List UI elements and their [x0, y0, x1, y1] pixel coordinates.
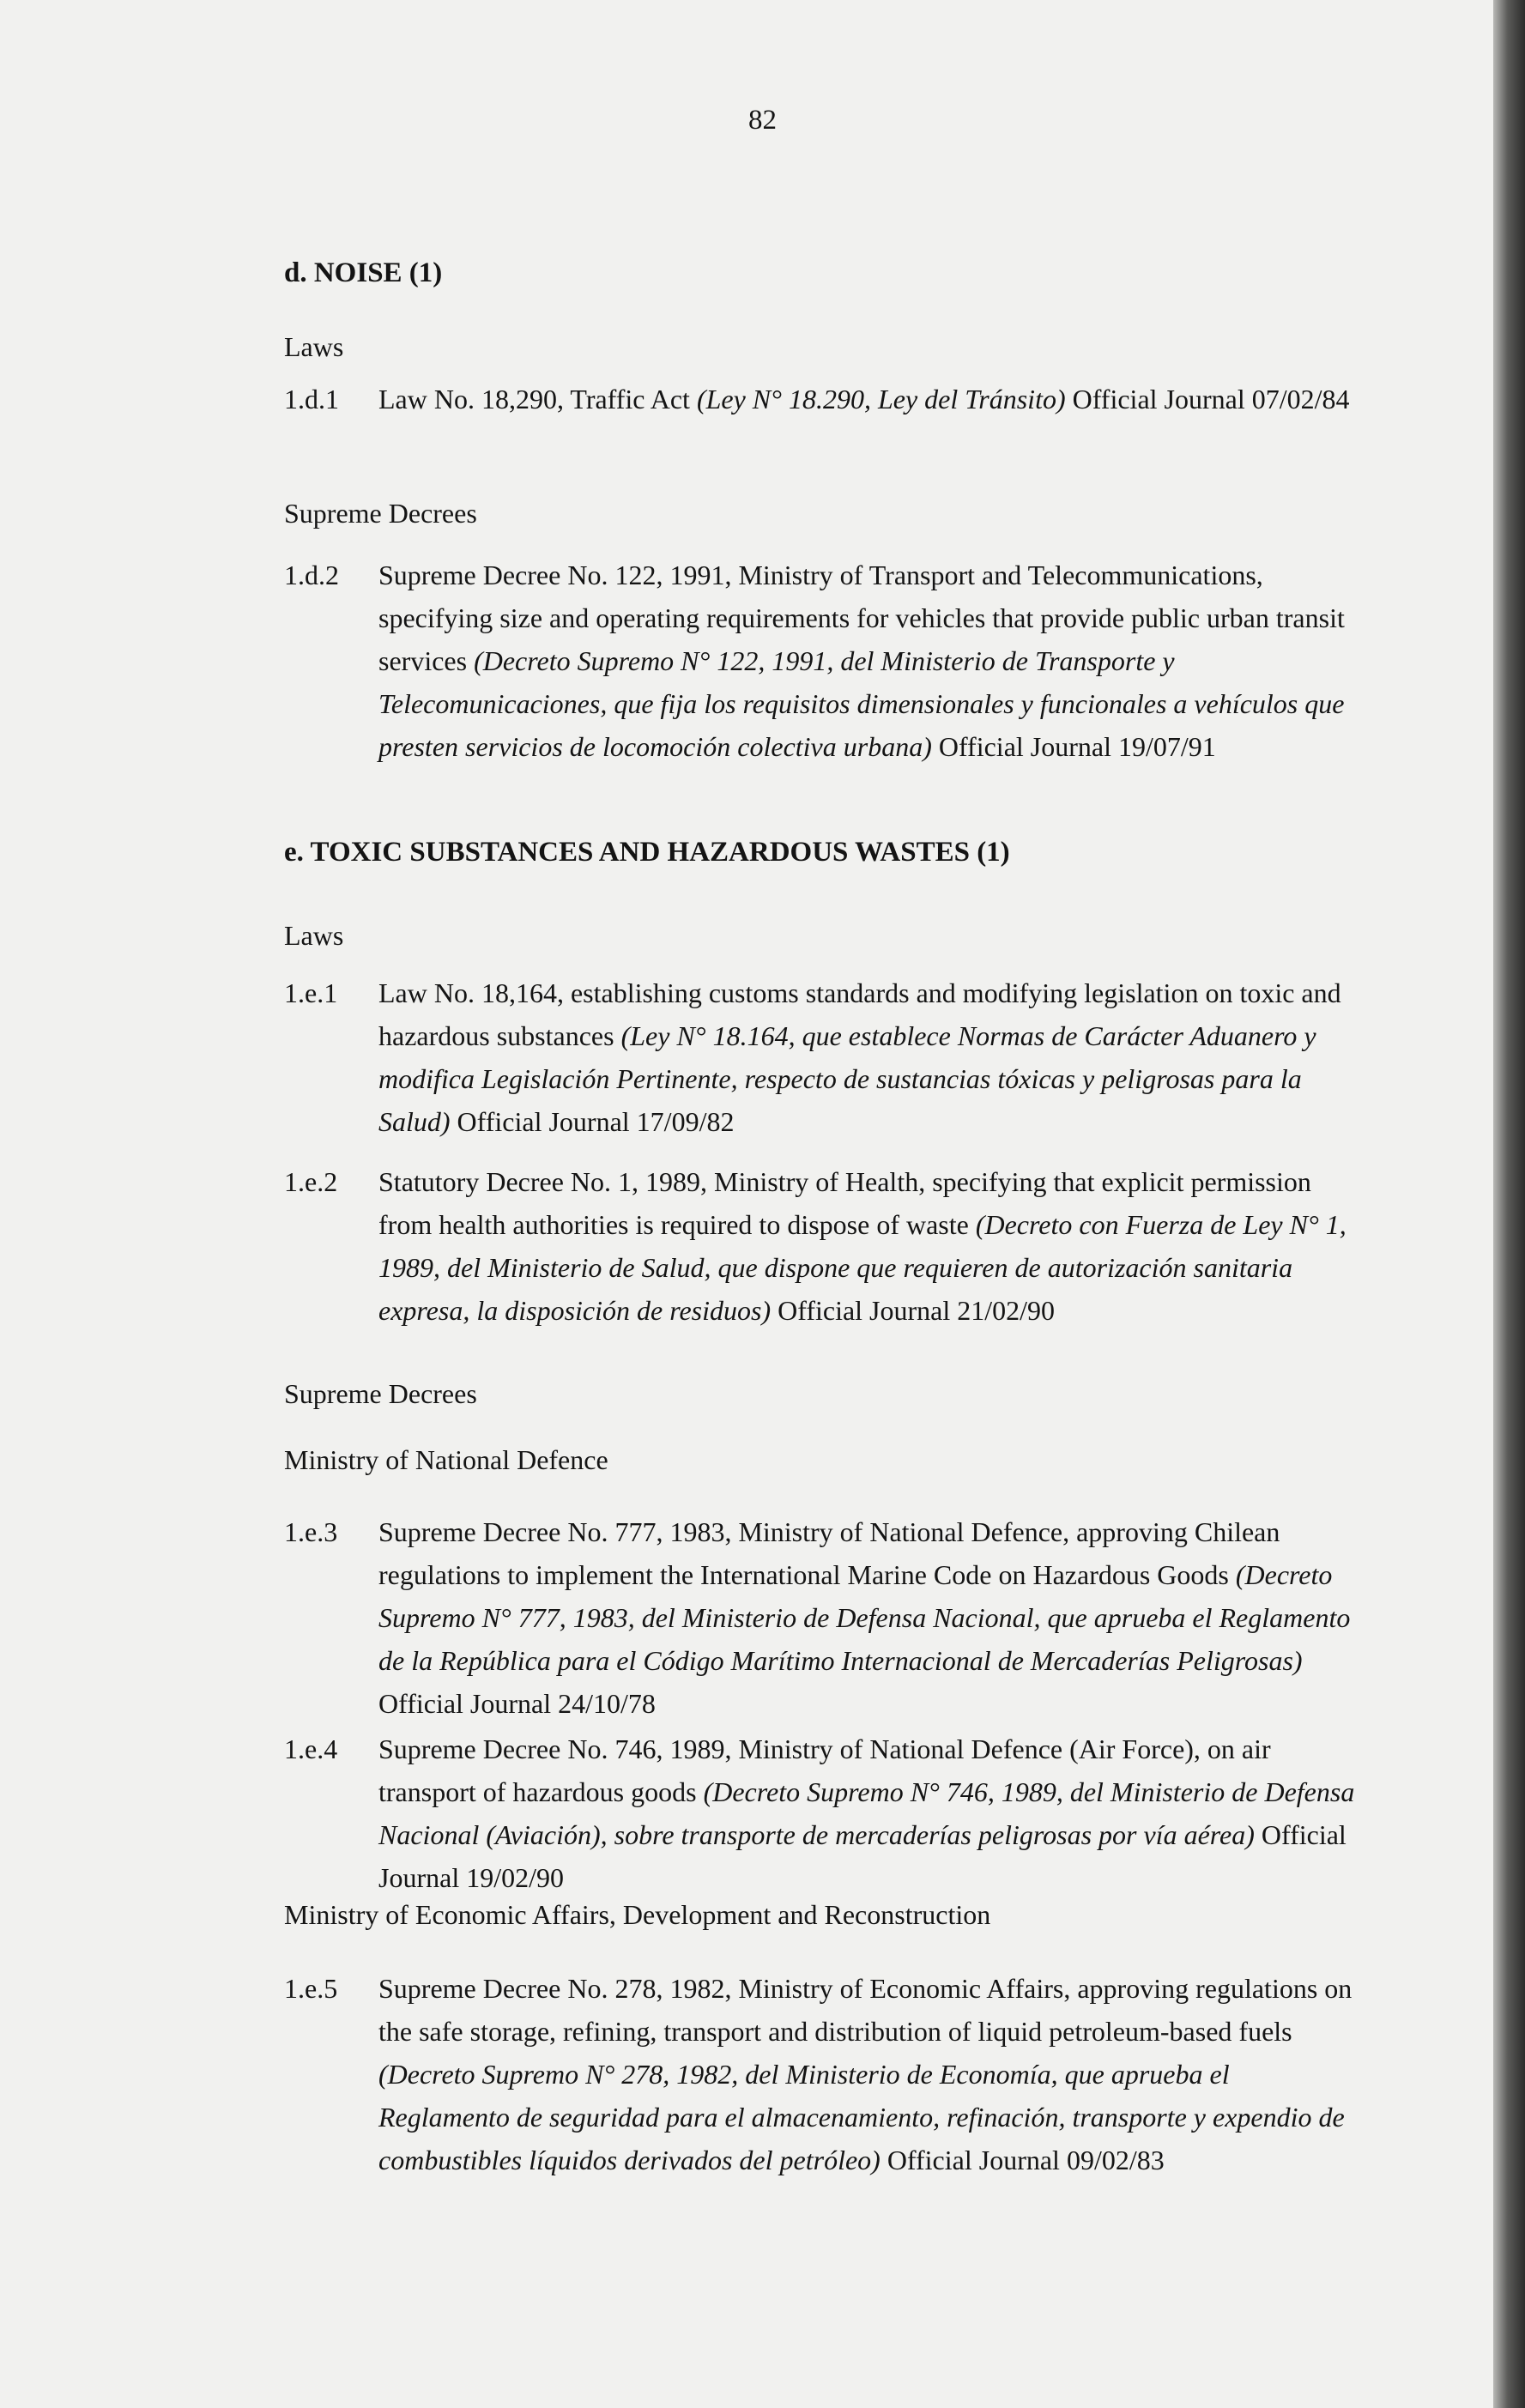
entry-number: 1.e.3: [284, 1516, 338, 1547]
page-edge-shadow: [1493, 0, 1525, 2408]
supreme-decrees-label: Supreme Decrees: [284, 1378, 477, 1409]
entry-number: 1.d.1: [284, 384, 339, 414]
ministry-heading-defence: Ministry of National Defence: [284, 1444, 608, 1475]
entry-1e5: [284, 1967, 1365, 2181]
entry-text: Supreme Decree No. 278, 1982, Ministry of Economic Affairs, approving regulations on the safe storage, refining, transport and distribution of liquid petroleum-based fuels (Decreto Supremo N° 278, 1982, del Ministerio de Economía, que aprueba el Reglamento de seguridad para el almacenamiento, refinación, transporte y expendio de combustibles líquidos derivados del petróleo) Official Journal 09/02/83: [378, 1973, 1353, 2175]
entry-text: Law No. 18,164, establishing customs standards and modifying legislation on toxic and hazardous substances (Ley N° 18.164, que establece Normas de Carácter Aduanero y modifica Legislación Pertinente, respecto de sustancias tóxicas y peligrosas para la Salud) Official Journal 17/09/82: [378, 977, 1341, 1137]
entry-text: Supreme Decree No. 122, 1991, Ministry of Transport and Telecommunications, specifying size and operating requirements for vehicles that provide public urban transit services (Decreto Supremo N° 122, 1991, del Ministerio de Transporte y Telecomunicaciones, que fija los requisitos dimensionales y funcionales a vehículos que presten servicios de locomoción colectiva urbana) Official Journal 19/07/91: [378, 560, 1345, 762]
entry-1d1: [284, 378, 1365, 420]
laws-label: Laws: [284, 920, 344, 951]
entry-text: Supreme Decree No. 746, 1989, Ministry of National Defence (Air Force), on air transport of hazardous goods (Decreto Supremo N° 746, 1989, del Ministerio de Defensa Nacional (Aviación), sobre transporte de mercaderías peligrosas por vía aérea) Official Journal 19/02/90: [378, 1733, 1355, 1893]
section-heading-toxic: e. TOXIC SUBSTANCES AND HAZARDOUS WASTES (1): [284, 837, 1010, 868]
page-number: 82: [748, 105, 777, 136]
entry-text: Law No. 18,290, Traffic Act (Ley N° 18.290, Ley del Tránsito) Official Journal 07/02/84: [378, 384, 1350, 414]
entry-number: 1.e.4: [284, 1733, 338, 1764]
entry-text: Statutory Decree No. 1, 1989, Ministry of Health, specifying that explicit permission from health authorities is required to dispose of waste (Decreto con Fuerza de Ley N° 1, 1989, del Ministerio de Salud, que dispone que requieren de autorización sanitaria expresa, la disposición de residuos) Official Journal 21/02/90: [378, 1166, 1346, 1326]
entry-1d2: [284, 554, 1365, 768]
entry-text: Supreme Decree No. 777, 1983, Ministry of National Defence, approving Chilean regulations to implement the International Marine Code on Hazardous Goods (Decreto Supremo N° 777, 1983, del Ministerio de Defensa Nacional, que aprueba el Reglamento de la República para el Código Marítimo Internacional de Mercaderías Peligrosas) Official Journal 24/10/78: [378, 1516, 1351, 1719]
supreme-decrees-label: Supreme Decrees: [284, 498, 477, 529]
entry-1e3: [284, 1510, 1365, 1725]
entry-1e4: [284, 1727, 1365, 1899]
entry-1e1: [284, 971, 1365, 1143]
entry-number: 1.e.1: [284, 977, 338, 1008]
section-heading-noise: d. NOISE (1): [284, 257, 443, 288]
entry-number: 1.e.5: [284, 1973, 338, 2004]
entry-1e2: [284, 1160, 1365, 1332]
entry-number: 1.e.2: [284, 1166, 338, 1197]
ministry-heading-economic: Ministry of Economic Affairs, Development and Reconstruction: [284, 1899, 991, 1930]
entry-number: 1.d.2: [284, 560, 339, 590]
laws-label: Laws: [284, 331, 344, 362]
